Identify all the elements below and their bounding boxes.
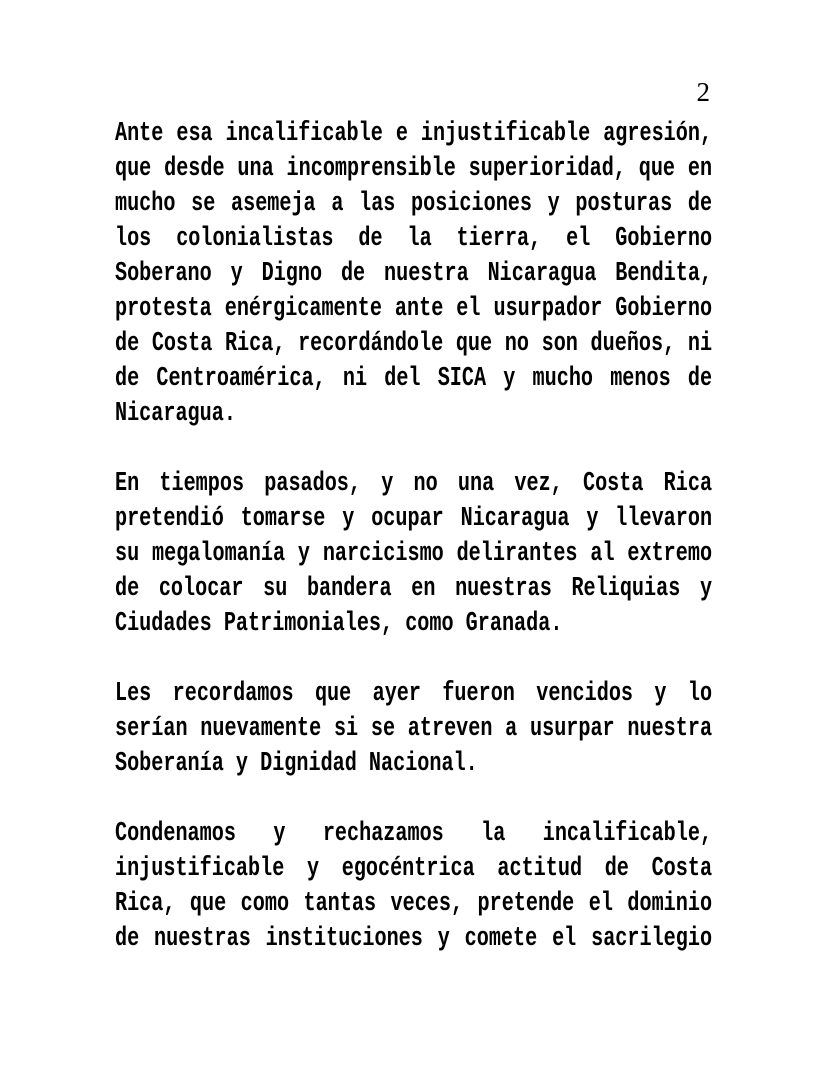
text-line: injustificable y egocéntrica actitud de Costa — [115, 854, 713, 884]
text-line: Condenamos y rechazamos la incalificable, — [115, 819, 713, 849]
text-line: Soberanía y Dignidad Nacional. — [115, 749, 478, 779]
paragraph — [115, 677, 712, 782]
text-line: de nuestras instituciones y comete el sacrilegio — [115, 924, 713, 954]
document-body — [115, 117, 712, 992]
text-line: los colonialistas de la tierra, el Gobierno — [115, 224, 713, 254]
text-line: Les recordamos que ayer fueron vencidos y lo — [115, 679, 713, 709]
text-line: de colocar su bandera en nuestras Reliquias y — [115, 574, 713, 604]
text-line: serían nuevamente si se atreven a usurpar nuestra — [115, 714, 713, 744]
paragraph — [115, 117, 712, 432]
text-line: Nicaragua. — [115, 399, 236, 429]
text-line: Ante esa incalificable e injustificable agresión, — [115, 119, 713, 149]
text-line: Soberano y Digno de nuestra Nicaragua Bendita, — [115, 259, 713, 289]
text-line: Rica, que como tantas veces, pretende el dominio — [115, 889, 713, 919]
text-line: que desde una incomprensible superioridad, que en — [115, 154, 713, 184]
text-line: protesta enérgicamente ante el usurpador Gobierno — [115, 294, 713, 324]
text-line: mucho se asemeja a las posiciones y posturas de — [115, 189, 713, 219]
page-number: 2 — [696, 77, 710, 107]
text-line: su megalomanía y narcicismo delirantes al extremo — [115, 539, 713, 569]
text-line: de Centroamérica, ni del SICA y mucho menos de — [115, 364, 713, 394]
text-line: En tiempos pasados, y no una vez, Costa Rica — [115, 469, 713, 499]
paragraph — [115, 467, 712, 642]
text-line: Ciudades Patrimoniales, como Granada. — [115, 609, 563, 639]
paragraph — [115, 817, 712, 957]
text-line: de Costa Rica, recordándole que no son dueños, ni — [115, 329, 713, 359]
text-line: pretendió tomarse y ocupar Nicaragua y llevaron — [115, 504, 713, 534]
